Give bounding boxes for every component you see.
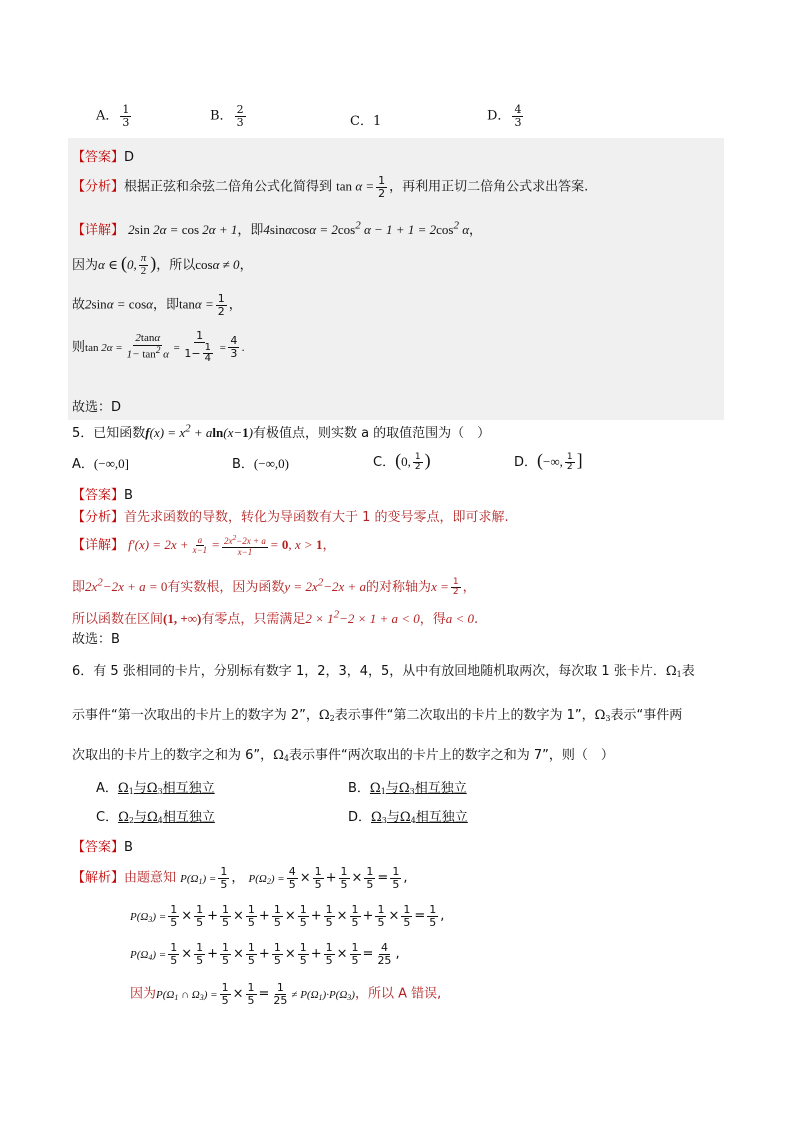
q4-option-b bbox=[210, 104, 248, 128]
q6-option-a: A．$\Omega_1$与$\Omega_3$相互独立 bbox=[96, 781, 215, 796]
q5-stem: 5．已知函数$f(x) = x^2 + aln(x-1)$有极值点，则实数 a 的取值范围为（ ） bbox=[72, 422, 491, 441]
q6-answer: 【答案】B bbox=[72, 840, 133, 855]
q5-analysis: 【分析】首先求函数的导数，转化为导函数有大于 1 的变号零点，即可求解. bbox=[72, 510, 509, 525]
q5-answer: 【答案】B bbox=[72, 488, 133, 503]
q6-solution-line3: $P(\Omega_4)$ = $\frac{1}{5}$ × $\frac{1}{5}$ + $\frac{1}{5}$ × $\frac{1}{5}$ + $\frac{1}{5}$ × $\frac{1}{5}$ + $\frac{1}{5}$ × $\frac{1}{5}$ = $\frac{4}{25}$ , bbox=[130, 941, 400, 967]
q6-option-b: B．$\Omega_1$与$\Omega_3$相互独立 bbox=[348, 781, 467, 796]
q6-option-c: C．$\Omega_2$与$\Omega_4$相互独立 bbox=[96, 810, 215, 825]
q6-stem-line1: 6．有 5 张相同的卡片，分别标有数字 1，2，3，4，5，从中有放回地随机取两次，每次取 1 张卡片．$\Omega_1$表 bbox=[72, 664, 695, 679]
q5-option-a: A．(−∞,0] bbox=[72, 456, 129, 472]
q4-detail-line4: 则tan 2α = $\frac{2\tan\alpha}{1- \tan^2 \alpha}$ = 1 1− $\frac{1}{4}$ = $\frac{4}{3}$ . bbox=[72, 329, 245, 365]
q4-option-c: C．1 bbox=[350, 114, 382, 129]
q4-option-d bbox=[487, 104, 525, 128]
q4-option-a bbox=[96, 104, 133, 128]
q5-option-b: B．(−∞,0) bbox=[232, 456, 289, 472]
q6-solution-line4: 因为$P(\Omega_1$ ∩ $\Omega_3$) = $\frac{1}{5}$ × $\frac{1}{5}$ = $\frac{1}{25}$ ≠ $P(\Omega_1)\cdot P(\Omega_3)$，所以 A 错误, bbox=[130, 981, 442, 1007]
q4-detail-line3: 故2sinα = cosα，即tanα = $\frac{1}{2}$ ， bbox=[72, 292, 242, 318]
q4-option-d-label: D． bbox=[487, 108, 511, 124]
q4-option-b-value: $\frac{2}{3}$ bbox=[236, 103, 244, 129]
q6-solution-line1: 【解析】由题意知 $P(\Omega_1)$ = $\frac{1}{5}$ ， $P(\Omega_2)$ = $\frac{4}{5}$ × $\frac{1}{5}$ + $\frac{1}{5}$ × $\frac{1}{5}$ = $\frac{1}{5}$ , bbox=[72, 865, 408, 891]
q5-option-c: C．(0, $\frac{1}{2}$ ) bbox=[373, 450, 431, 472]
q5-detail-line3: 所以函数在区间(1, +∞)有零点，只需满足$2 \times 1^2-2 \times 1 + a < 0$，得a < 0. bbox=[72, 608, 479, 627]
q4-detail-line1: 【详解】 2sin 2α = cos 2α + 1，即$4\sin\alpha\cos\alpha = 2\cos^2$ $\alpha - 1 + 1 = 2\cos^2$ α， bbox=[72, 219, 483, 238]
q5-detail-line1: 【详解】 f′(x) = 2x + $\frac{a}{x-1}$ = $\frac{2x^2-2x + a}{x-1}$ = 0, x > 1， bbox=[72, 533, 336, 557]
q4-option-a-label: A． bbox=[96, 108, 119, 124]
q6-option-d: D．$\Omega_3$与$\Omega_4$相互独立 bbox=[348, 810, 468, 825]
q6-solution-line2: $P(\Omega_3)$ = $\frac{1}{5}$ × $\frac{1}{5}$ + $\frac{1}{5}$ × $\frac{1}{5}$ + $\frac{1}{5}$ × $\frac{1}{5}$ + $\frac{1}{5}$ × $\frac{1}{5}$ + $\frac{1}{5}$ × $\frac{1}{5}$ = $\frac{1}{5}$ , bbox=[130, 903, 445, 929]
q4-option-b-label: B． bbox=[210, 108, 233, 124]
q4-answer: 【答案】D bbox=[72, 150, 135, 165]
q6-stem-line2: 示事件“第一次取出的卡片上的数字为 2”，$\Omega_2$表示事件“第二次取出的卡片上的数字为 1”，$\Omega_3$表示“事件两 bbox=[72, 708, 683, 723]
q5-option-d: D．(−∞, $\frac{1}{2}$ ] bbox=[514, 450, 583, 472]
q4-analysis: 【分析】根据正弦和余弦二倍角公式化简得到 tan α = $\frac{1}{2}$ ，再利用正切二倍角公式求出答案. bbox=[72, 174, 589, 200]
q6-stem-line3: 次取出的卡片上的数字之和为 6”，$\Omega_4$表示事件“两次取出的卡片上的数字之和为 7”，则（ ） bbox=[72, 748, 614, 763]
q4-option-d-value: $\frac{4}{3}$ bbox=[514, 103, 522, 129]
q4-option-a-value: $\frac{1}{3}$ bbox=[122, 103, 130, 129]
q5-choose: 故选：B bbox=[72, 632, 120, 647]
q5-detail-line2: 即$2x^2-2x + a = 0$有实数根，因为函数$y = 2x^2-2x + a$的对称轴为x = $\frac{1}{2}$ ， bbox=[72, 576, 476, 597]
q4-choose: 故选：D bbox=[72, 400, 122, 415]
q4-detail-line2: 因为α ∈ (0, $\frac{\pi}{2}$ )，所以cosα ≠ 0， bbox=[72, 252, 253, 277]
